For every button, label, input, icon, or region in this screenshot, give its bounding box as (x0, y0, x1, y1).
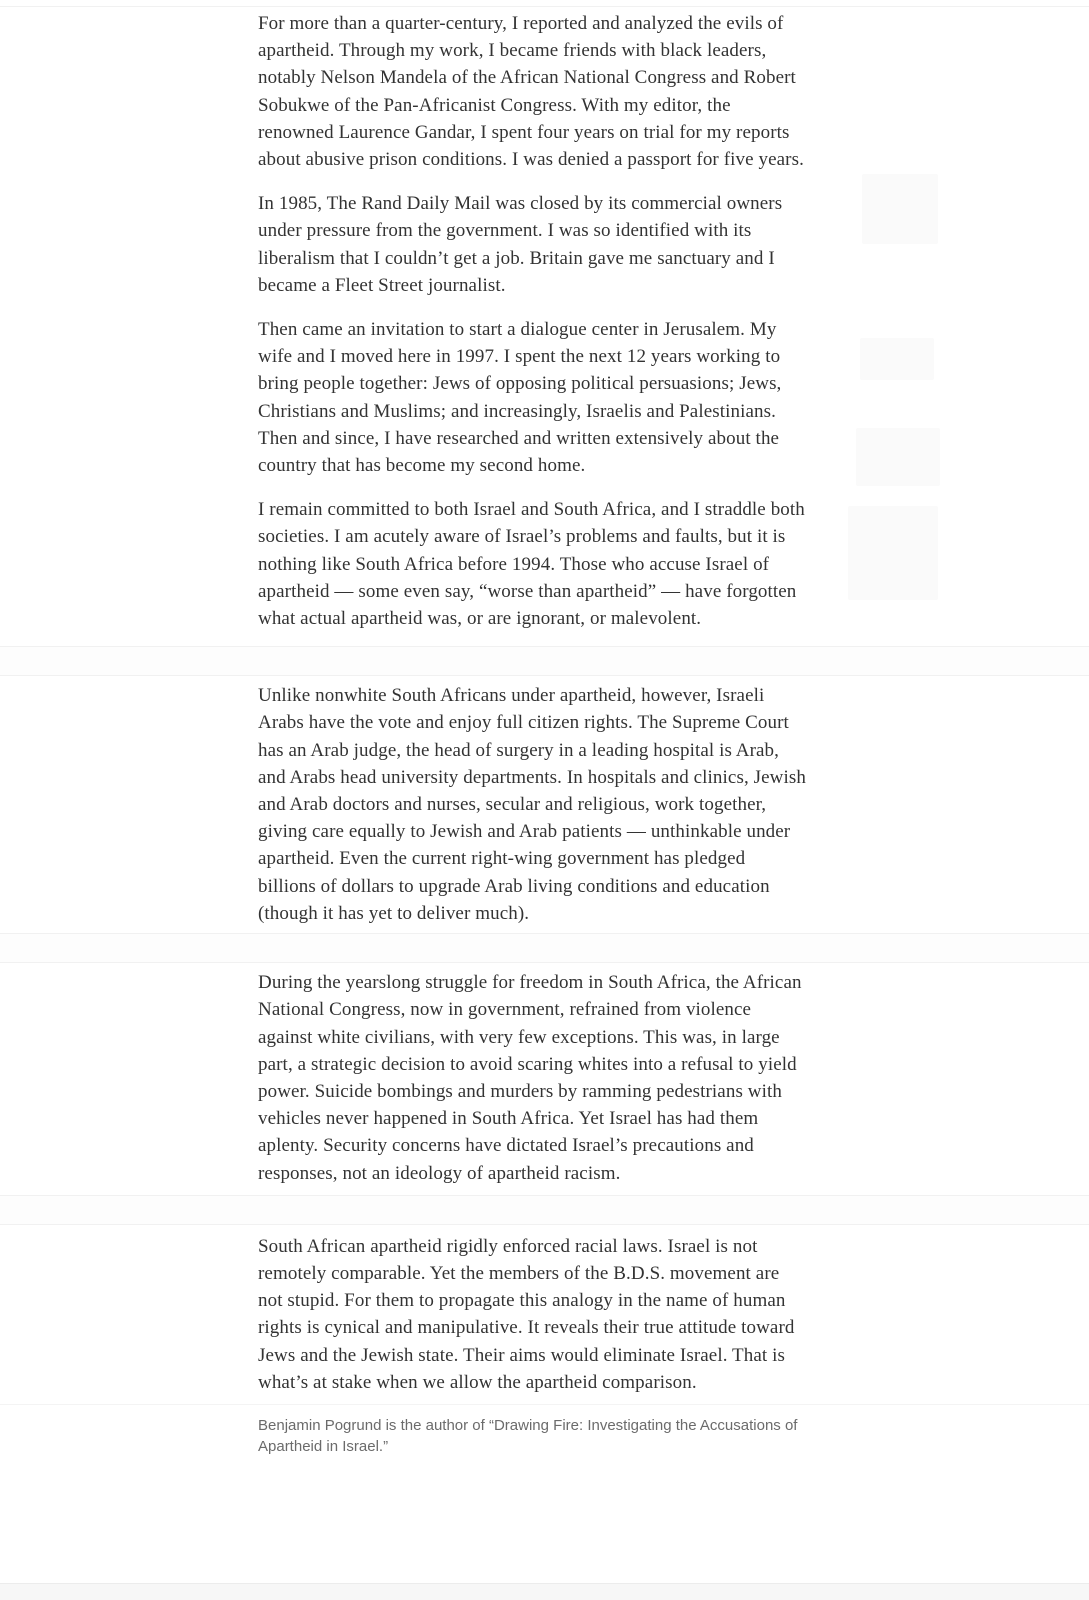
article-paragraph: For more than a quarter-century, I reported and analyzed the evils of apartheid. Through my work, I became friends with black leaders, notably Nelson Mandela of the African National Congress and Robert Sobukwe of the Pan-Africanist Congress. With my editor, the renowned Laurence Gandar, I spent four years on trial for my reports about abusive prison conditions. I was denied a passport for five years. (258, 13, 804, 171)
article-paragraph: South African apartheid rigidly enforced racial laws. Israel is not remotely comparable. Yet the members of the B.D.S. movement are not stupid. For them to propagate this analogy in the name of human rights is cynical and manipulative. It reveals their true attitude toward Jews and the Jewish state. Their aims would eliminate Israel. That is what’s at stake when we allow the apartheid comparison. (258, 1235, 795, 1393)
article-column (258, 1233, 807, 1396)
bottom-bar (0, 1583, 1089, 1600)
article-column (258, 969, 807, 1187)
article-section (0, 676, 1089, 933)
article-paragraph: I remain committed to both Israel and South Africa, and I straddle both societies. I am acutely aware of Israel’s problems and faults, but it is nothing like South Africa before 1994. Those who accuse Israel of apartheid — some even say, “worse than apartheid” — have forgotten what actual apartheid was, or are ignorant, or malevolent. (258, 499, 805, 630)
section-divider (0, 933, 1089, 963)
ad-ghost-artifact (848, 506, 938, 600)
article-section (0, 1225, 1089, 1396)
article-paragraph: During the yearslong struggle for freedom in South Africa, the African National Congress, now in government, refrained from violence against white civilians, with very few exceptions. This was, in large part, a strategic decision to avoid scaring whites into a refusal to yield power. Suicide bombings and murders by ramming pedestrians with vehicles never happened in South Africa. Yet Israel has had them aplenty. Security concerns have dictated Israel’s precautions and responses, not an ideology of apartheid racism. (258, 972, 802, 1184)
article-paragraph: Unlike nonwhite South Africans under apartheid, however, Israeli Arabs have the vote and enjoy full citizen rights. The Supreme Court has an Arab judge, the head of surgery in a leading hospital is Arab, and Arabs head university departments. In hospitals and clinics, Jewish and Arab doctors and nurses, secular and religious, work together, giving care equally to Jewish and Arab patients — unthinkable under apartheid. Even the current right-wing government has pledged billions of dollars to upgrade Arab living conditions and education (though it has yet to deliver much). (258, 685, 806, 924)
article-column (258, 682, 807, 927)
article-paragraph: Then came an invitation to start a dialogue center in Jerusalem. My wife and I moved here in 1997. I spent the next 12 years working to bring people together: Jews of opposing political persuasions; Jews, Christians and Muslims; and increasingly, Israelis and Palestinians. Then and since, I have researched and written extensively about the country that has become my second home. (258, 319, 782, 477)
section-divider (0, 646, 1089, 676)
author-byline: Benjamin Pogrund is the author of “Drawing Fire: Investigating the Accusations of Apartheid in Israel.” (258, 1416, 798, 1455)
ad-ghost-artifact (862, 174, 938, 244)
article-section (0, 963, 1089, 1195)
section-divider (0, 1195, 1089, 1225)
ad-ghost-artifact (860, 338, 934, 380)
article-paragraph: In 1985, The Rand Daily Mail was closed by its commercial owners under pressure from the government. I was so identified with its liberalism that I couldn’t get a job. Britain gave me sanctuary and I became a Fleet Street journalist. (258, 193, 783, 296)
ad-ghost-artifact (856, 428, 940, 486)
article-column (258, 10, 807, 632)
